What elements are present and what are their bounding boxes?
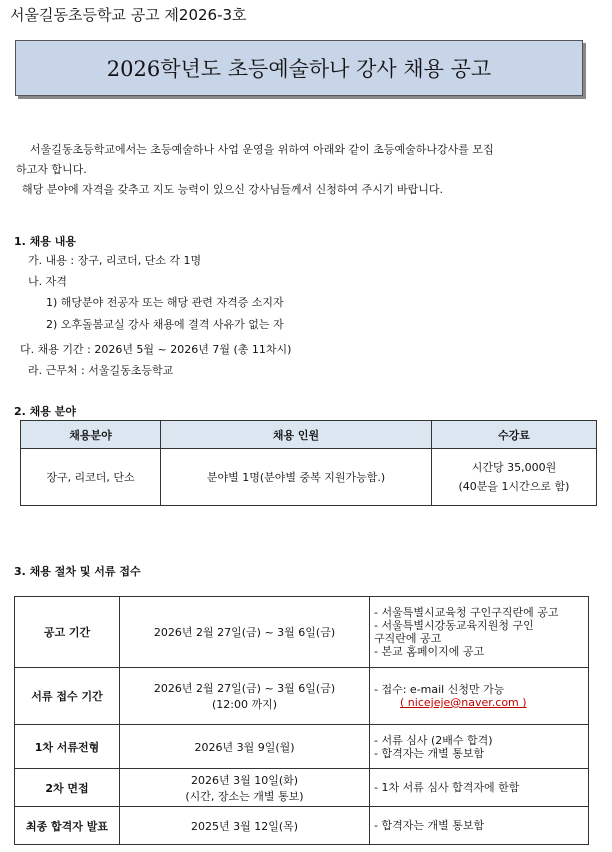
row-notes — [370, 769, 589, 807]
intro-line3: 해당 분야에 자격을 갖추고 지도 능력이 있으신 강사님들께서 신청하여 주시기 바랍니다. — [22, 183, 443, 196]
note-line: - 접수: e-mail 신청만 가능 — [374, 683, 505, 696]
intro-text — [14, 140, 599, 200]
section2-heading: 2. 채용 분야 — [14, 405, 76, 418]
note-line: - 본교 홈페이지에 공고 — [374, 645, 485, 658]
row-date — [120, 668, 370, 725]
header-count: 채용 인원 — [161, 421, 432, 449]
note-line: - 서류 심사 (2배수 합격) — [374, 733, 493, 747]
row-date-line-2: (12:00 까지) — [211, 698, 278, 711]
header-field: 채용분야 — [21, 421, 161, 449]
row-notes — [370, 807, 589, 845]
cell-field: 장구, 리코더, 단소 — [21, 449, 161, 506]
row-label: 서류 접수 기간 — [15, 668, 120, 725]
email-link[interactable]: ( nicejeje@naver.com ) — [400, 696, 527, 709]
table-row — [15, 807, 589, 845]
row-date — [120, 769, 370, 807]
row-date-line-2: (시간, 장소는 개별 통보) — [185, 789, 304, 803]
qualification-item-1: 1) 해당분야 전공자 또는 해당 관련 자격증 소지자 — [46, 296, 284, 309]
page-title: 2026학년도 초등예술하나 강사 채용 공고 — [15, 40, 583, 96]
header-fee: 수강료 — [432, 421, 597, 449]
intro-line1: 서울길동초등학교에서는 초등예술하나 사업 운영을 위하여 아래와 같이 초등예술하나강사를 모집 — [30, 143, 494, 156]
process-table — [14, 596, 589, 845]
row-date-line-1: 2026년 3월 9일(월) — [194, 740, 295, 754]
intro-line2: 하고자 합니다. — [16, 163, 87, 176]
qualification-item-2: 2) 오후돌봄교실 강사 채용에 결격 사유가 없는 자 — [46, 318, 284, 331]
note-line: - 서울특별시강동교육지원청 구인 — [374, 619, 534, 632]
table-row — [15, 769, 589, 807]
cell-fee — [432, 449, 597, 506]
note-line: - 합격자는 개별 통보함 — [374, 819, 485, 832]
row-label: 공고 기간 — [15, 597, 120, 668]
row-notes — [370, 597, 589, 668]
row-notes — [370, 668, 589, 725]
note-line: - 1차 서류 심사 합격자에 한함 — [374, 781, 520, 794]
note-line: - 합격자는 개별 통보함 — [374, 746, 485, 760]
section1-heading: 1. 채용 내용 — [14, 235, 76, 248]
fee-line-2: (40분을 1시간으로 함) — [458, 480, 570, 493]
row-label: 2차 면접 — [15, 769, 120, 807]
row-date-line-1: 2026년 2월 27일(금) ~ 3월 6일(금) — [153, 682, 336, 695]
row-notes — [370, 725, 589, 769]
recruit-field-table — [20, 420, 597, 506]
row-date — [120, 725, 370, 769]
table-row — [15, 668, 589, 725]
note-line: 구직란에 공고 — [374, 632, 442, 645]
row-date — [120, 597, 370, 668]
row-date — [120, 807, 370, 845]
row-label: 1차 서류전형 — [15, 725, 120, 769]
row-date-line-1: 2025년 3월 12일(목) — [190, 819, 299, 833]
content-line: 가. 내용 : 장구, 리코더, 단소 각 1명 — [28, 254, 202, 267]
notice-number: 서울길동초등학교 공고 제2026-3호 — [10, 6, 247, 24]
table-row — [15, 725, 589, 769]
table-row — [15, 597, 589, 668]
row-date-line-1: 2026년 2월 27일(금) ~ 3월 6일(금) — [153, 626, 336, 639]
fee-line-1: 시간당 35,000원 — [471, 461, 557, 474]
note-line: - 서울특별시교육청 구인구직란에 공고 — [374, 606, 559, 619]
cell-count: 분야별 1명(분야별 중복 지원가능함.) — [161, 449, 432, 506]
period-line: 다. 채용 기간 : 2026년 5월 ~ 2026년 7월 (총 11차시) — [20, 343, 292, 356]
row-label: 최종 합격자 발표 — [15, 807, 120, 845]
workplace-line: 라. 근무처 : 서울길동초등학교 — [28, 364, 174, 377]
section3-heading: 3. 채용 절차 및 서류 접수 — [14, 565, 141, 578]
qualification-line: 나. 자격 — [28, 275, 67, 288]
row-date-line-1: 2026년 3월 10일(화) — [190, 773, 299, 787]
